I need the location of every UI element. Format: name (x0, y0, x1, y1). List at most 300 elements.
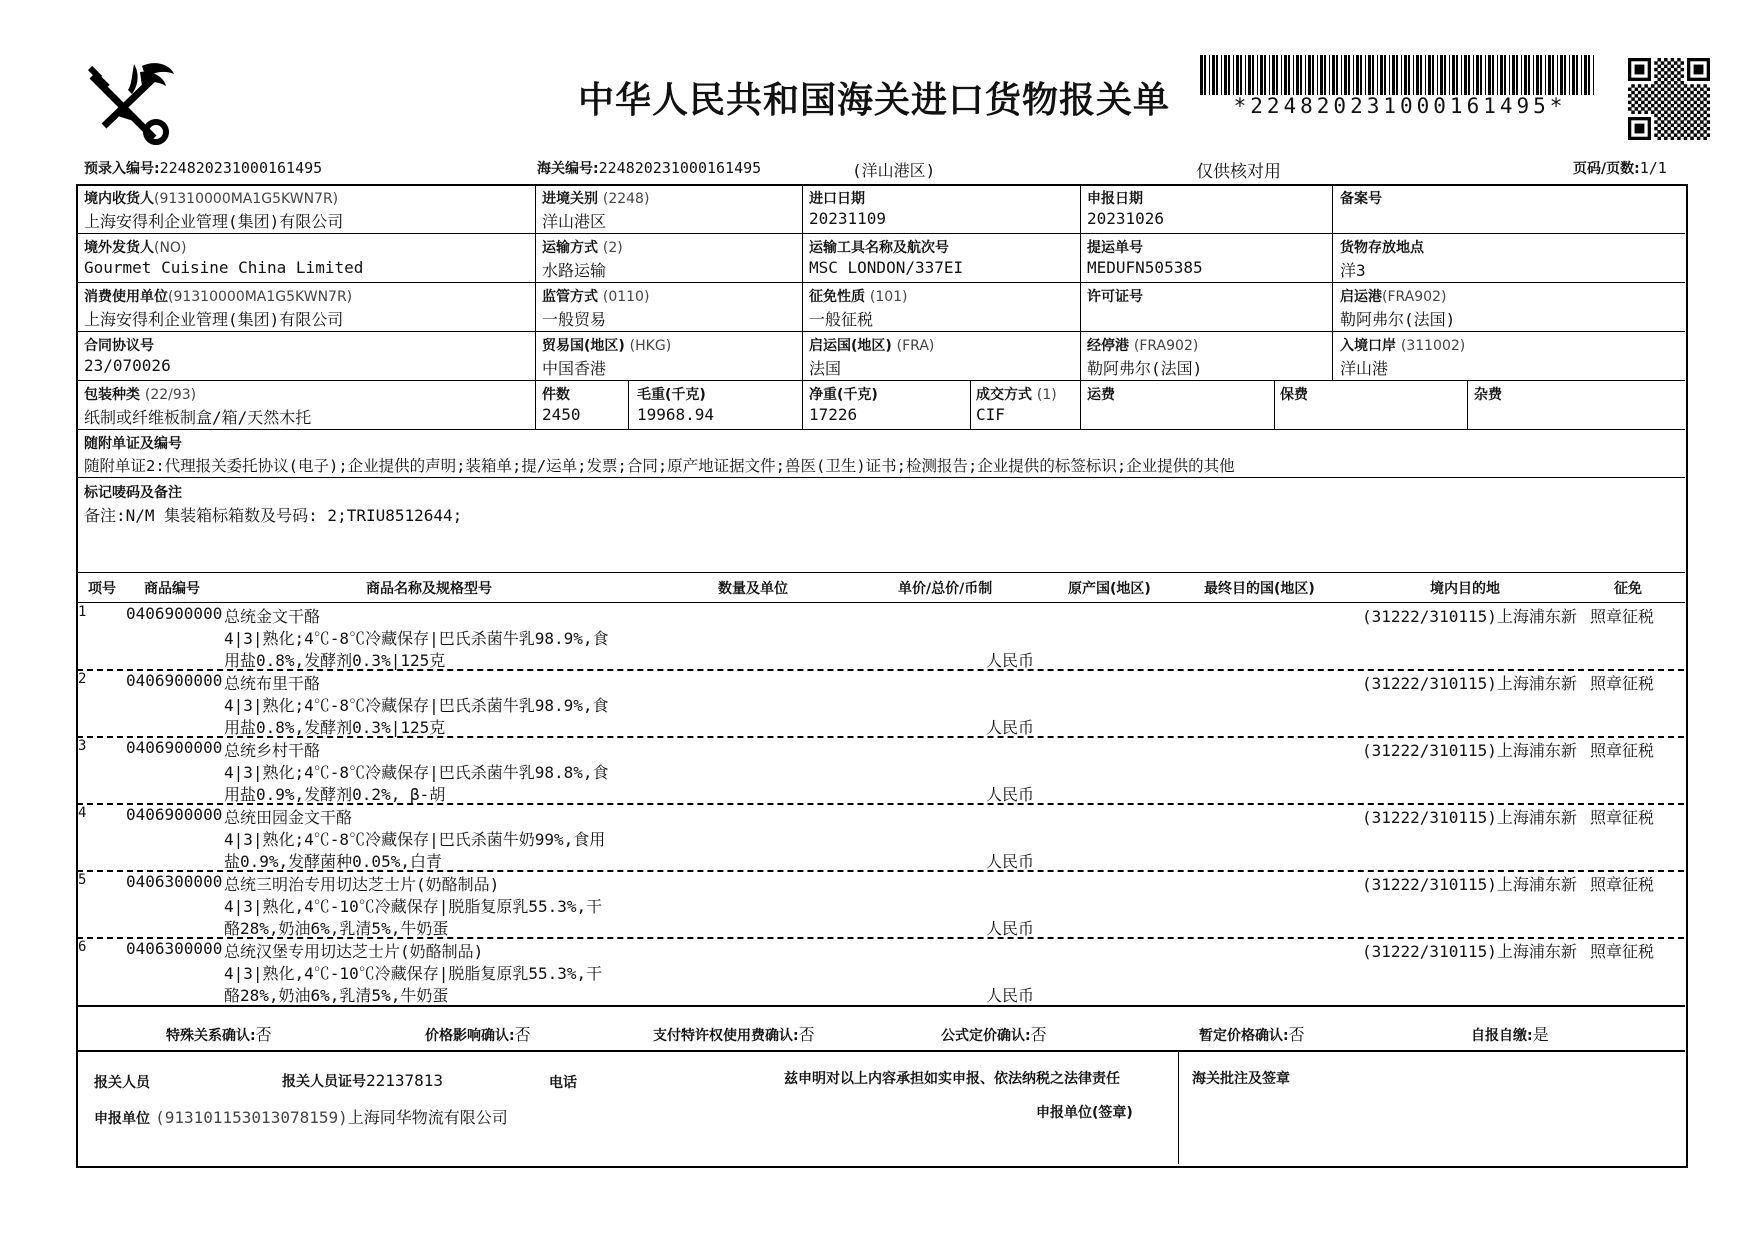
qr-module (1671, 84, 1674, 87)
qr-module (1638, 97, 1641, 100)
col-header-quantity: 数量及单位 (718, 581, 788, 597)
tax-method: 照章征税 (1590, 674, 1655, 693)
goods-spec-line1: 4|3|熟化;4℃-8℃冷藏保存|巴氏杀菌牛乳98.9%,食 (224, 629, 609, 648)
declare-unit-seal: 申报单位(签章) (1036, 1105, 1133, 1121)
qr-module (1661, 88, 1664, 91)
barcode-bar (1341, 55, 1342, 95)
qr-module (1654, 94, 1657, 97)
consignee-value: 上海安得利企业管理(集团)有限公司 (84, 212, 344, 231)
formula-price-confirm: 公式定价确认:否 (941, 1025, 1047, 1044)
col-header-domestic-dest: 境内目的地 (1430, 581, 1500, 597)
item-no: 4 (78, 805, 87, 821)
barcode-bar (1308, 55, 1311, 95)
goods-name: 总统田园金文干酪 (224, 808, 353, 827)
barcode-bar (1420, 55, 1422, 95)
transport-mode-value: 水路运输 (542, 261, 607, 280)
goods-spec-line2: 用盐0.8%,发酵剂0.3%|125克 (224, 718, 446, 737)
barcode-bar (1552, 55, 1554, 95)
package-value: 纸制或纤维板制盒/箱/天然木托 (84, 408, 312, 427)
qr-module (1628, 88, 1631, 91)
hs-code: 0406900000 (126, 805, 223, 824)
barcode-bar (1284, 55, 1287, 95)
transit-value: 勒阿弗尔(法国) (1087, 359, 1203, 378)
barcode-bar (1452, 55, 1455, 95)
net-weight-value: 17226 (809, 405, 858, 424)
qr-module (1664, 104, 1667, 107)
qr-module (1664, 130, 1667, 133)
barcode-text: *224820231000161495* (1233, 94, 1567, 118)
qr-module (1667, 101, 1670, 104)
qr-module (1703, 130, 1706, 133)
qr-module (1654, 81, 1657, 84)
barcode-bar (1365, 55, 1366, 95)
qr-module (1694, 101, 1697, 104)
supervision-value: 一般贸易 (542, 310, 607, 329)
qr-module (1690, 91, 1693, 94)
barcode-bar (1401, 55, 1402, 95)
qr-module (1667, 68, 1670, 71)
barcode-bar (1396, 55, 1398, 95)
qr-module (1707, 88, 1710, 91)
qr-module (1635, 101, 1638, 104)
barcode-bar (1380, 55, 1383, 95)
goods-name: 总统布里干酪 (224, 674, 321, 693)
consignee-label: 境内收货人(91310000MA1G5KWN7R) (84, 191, 339, 207)
qr-module (1690, 97, 1693, 100)
tax-method: 照章征税 (1590, 607, 1655, 626)
qr-module (1631, 84, 1634, 87)
barcode-bar (1272, 55, 1275, 95)
barcode-bar (1212, 55, 1215, 95)
barcode-bar (1509, 55, 1510, 95)
currency: 人民币 (986, 852, 1035, 871)
barcode-bar (1368, 55, 1371, 95)
customs-emblem-icon (84, 56, 176, 148)
barcode-bar (1593, 55, 1594, 95)
qr-module (1684, 137, 1687, 140)
royalty-confirm: 支付特许权使用费确认:否 (653, 1025, 815, 1044)
qr-module (1680, 120, 1683, 123)
qr-module (1694, 133, 1697, 136)
barcode-bar (1356, 55, 1359, 95)
goods-spec-line2: 用盐0.9%,发酵剂0.2%, β-胡 (224, 785, 446, 804)
customs-no-value: 224820231000161495 (598, 159, 762, 177)
customs-number (537, 158, 761, 178)
qr-module (1654, 114, 1657, 117)
barcode-bar (1344, 55, 1347, 95)
qr-module (1667, 94, 1670, 97)
tax-nature-value: 一般征税 (809, 310, 874, 329)
qr-module (1694, 127, 1697, 130)
goods-name: 总统乡村干酪 (224, 741, 321, 760)
port-area: (洋山港区) (852, 161, 936, 180)
hs-code: 0406900000 (126, 604, 223, 623)
barcode-bar (1228, 55, 1230, 95)
barcode-bar (1528, 55, 1530, 95)
barcode-bar (1557, 55, 1558, 95)
qr-module (1664, 84, 1667, 87)
barcode-bar (1257, 55, 1258, 95)
qr-module (1700, 120, 1703, 123)
qr-module (1661, 114, 1664, 117)
qr-module (1654, 61, 1657, 64)
barcode-bar (1437, 55, 1438, 95)
goods-spec-line2: 酪28%,奶油6%,乳清5%,牛奶蛋 (224, 919, 449, 938)
barcode-bar (1572, 55, 1575, 95)
barcode-bar (1384, 55, 1386, 95)
package-label: 包装种类 (22/93) (84, 387, 197, 403)
qr-module (1687, 88, 1690, 91)
barcode-bar (1293, 55, 1294, 95)
entry-port-value: 洋山港 (1340, 359, 1389, 378)
qr-module (1641, 107, 1644, 110)
qr-module (1707, 127, 1710, 130)
barcode-bar (1264, 55, 1266, 95)
hs-code: 0406300000 (126, 939, 223, 958)
qr-module (1667, 81, 1670, 84)
qr-module (1667, 127, 1670, 130)
insurance-label: 保费 (1280, 387, 1308, 403)
qr-module (1667, 114, 1670, 117)
deal-value: CIF (976, 405, 1005, 424)
barcode-bar (1236, 55, 1239, 95)
barcode-bar (1428, 55, 1431, 95)
barcode-bar (1224, 55, 1227, 95)
qr-module (1638, 84, 1641, 87)
provisional-price-confirm: 暂定价格确认:否 (1199, 1025, 1305, 1044)
barcode-bar (1240, 55, 1242, 95)
qr-module (1638, 91, 1641, 94)
pre-entry-value: 224820231000161495 (159, 159, 323, 177)
qr-module (1700, 94, 1703, 97)
deal-label: 成交方式 (1) (976, 387, 1057, 403)
qr-module (1664, 91, 1667, 94)
barcode-bar (1464, 55, 1467, 95)
qr-module (1654, 120, 1657, 123)
barcode-bar (1564, 55, 1566, 95)
barcode-bar (1200, 55, 1203, 95)
barcode-bar (1296, 55, 1299, 95)
qr-module (1687, 107, 1690, 110)
customs-no-label: 海关编号: (537, 161, 599, 177)
domestic-dest-line1: (31222/310115)上海浦东新 (1362, 942, 1577, 961)
qr-module (1687, 133, 1690, 136)
qr-module (1651, 104, 1654, 107)
qr-module (1680, 101, 1683, 104)
goods-spec-line1: 4|3|熟化,4℃-10℃冷藏保存|脱脂复原乳55.3%,干 (224, 964, 603, 983)
barcode-bar (1336, 55, 1338, 95)
item-no: 5 (78, 872, 87, 888)
barcode-bar (1476, 55, 1479, 95)
page-label: 页码/页数: (1573, 161, 1640, 177)
qr-module (1667, 61, 1670, 64)
barcode-bar (1569, 55, 1570, 95)
barcode-bar (1305, 55, 1306, 95)
qr-module (1631, 104, 1634, 107)
barcode-bar (1581, 55, 1582, 95)
qr-module (1654, 68, 1657, 71)
qr-module (1671, 71, 1674, 74)
qr-module (1697, 110, 1700, 113)
qr-module (1697, 117, 1700, 120)
qr-module (1654, 127, 1657, 130)
qr-module (1674, 74, 1677, 77)
qr-module (1677, 104, 1680, 107)
qr-module (1651, 84, 1654, 87)
trade-country-value: 中国香港 (542, 359, 607, 378)
qr-module (1697, 104, 1700, 107)
col-header-tax: 征免 (1614, 581, 1642, 597)
consumer-value: 上海安得利企业管理(集团)有限公司 (84, 310, 344, 329)
dep-port-label: 启运港(FRA902) (1340, 289, 1447, 305)
import-date-label: 进口日期 (809, 191, 865, 207)
declare-date-value: 20231026 (1087, 209, 1165, 228)
tax-method: 照章征税 (1590, 741, 1655, 760)
barcode-bar (1497, 55, 1498, 95)
qr-module (1687, 101, 1690, 104)
hs-code: 0406900000 (126, 738, 223, 757)
pre-entry-label: 预录入编号: (84, 161, 160, 177)
barcode-bar (1536, 55, 1539, 95)
qr-module (1703, 137, 1706, 140)
barcode-bar (1324, 55, 1326, 95)
transit-label: 经停港 (FRA902) (1087, 338, 1199, 354)
qr-module (1687, 127, 1690, 130)
barcode-bar (1353, 55, 1354, 95)
goods-spec-line1: 4|3|熟化;4℃-8℃冷藏保存|巴氏杀菌牛乳98.8%,食 (224, 763, 609, 782)
qr-module (1697, 130, 1700, 133)
goods-spec-line2: 盐0.9%,发酵菌种0.05%,白青 (224, 852, 442, 871)
qr-module (1654, 74, 1657, 77)
qr-module (1654, 88, 1657, 91)
qr-module (1680, 74, 1683, 77)
qr-module (1654, 133, 1657, 136)
qr-module (1635, 107, 1638, 110)
barcode-bar (1348, 55, 1350, 95)
qr-module (1648, 101, 1651, 104)
barcode-bar (1408, 55, 1410, 95)
qr-module (1651, 110, 1654, 113)
entry-customs-label: 进境关别 (2248) (542, 191, 650, 207)
qr-module (1661, 81, 1664, 84)
qr-module (1664, 137, 1667, 140)
qr-module (1703, 91, 1706, 94)
dep-country-label: 启运国(地区) (FRA) (809, 338, 935, 354)
goods-spec-line1: 4|3|熟化;4℃-8℃冷藏保存|巴氏杀菌牛奶99%,食用 (224, 830, 606, 849)
tax-method: 照章征税 (1590, 942, 1655, 961)
special-relation-confirm: 特殊关系确认:否 (166, 1025, 272, 1044)
vessel-label: 运输工具名称及航次号 (809, 240, 949, 256)
qr-module (1697, 91, 1700, 94)
dep-country-value: 法国 (809, 359, 842, 378)
barcode-bar (1377, 55, 1378, 95)
currency: 人民币 (986, 986, 1035, 1005)
barcode-bar (1425, 55, 1426, 95)
barcode-bar (1245, 55, 1246, 95)
qr-module (1644, 110, 1647, 113)
qr-module (1703, 124, 1706, 127)
barcode-bar (1260, 55, 1263, 95)
barcode-bar (1432, 55, 1434, 95)
col-header-price: 单价/总价/币制 (898, 581, 993, 597)
qr-module (1694, 114, 1697, 117)
price-influence-confirm: 价格影响确认:否 (425, 1025, 531, 1044)
page-value: 1/1 (1639, 159, 1667, 177)
qr-module (1674, 127, 1677, 130)
barcode-bar (1329, 55, 1330, 95)
qr-module (1690, 110, 1693, 113)
net-weight-label: 净重(千克) (809, 387, 878, 403)
qr-module (1697, 97, 1700, 100)
qr-module (1664, 124, 1667, 127)
qr-module (1674, 61, 1677, 64)
marks-label: 标记唛码及备注 (84, 485, 182, 501)
qr-module (1651, 97, 1654, 100)
barcode (1200, 55, 1600, 95)
barcode-bar (1416, 55, 1419, 95)
entry-customs-value: 洋山港区 (542, 212, 607, 231)
qr-module (1684, 104, 1687, 107)
qr-module (1658, 97, 1661, 100)
barcode-bar (1540, 55, 1542, 95)
currency: 人民币 (986, 919, 1035, 938)
barcode-bar (1392, 55, 1395, 95)
qr-module (1671, 97, 1674, 100)
entry-port-label: 入境口岸 (311002) (1340, 338, 1466, 354)
qr-module (1687, 114, 1690, 117)
qr-module (1648, 88, 1651, 91)
qr-module (1661, 68, 1664, 71)
verification-note: 仅供核对用 (1196, 162, 1281, 182)
barcode-bar (1533, 55, 1534, 95)
item-no: 2 (78, 671, 87, 687)
barcode-bar (1300, 55, 1302, 95)
qr-module (1671, 78, 1674, 81)
qr-module (1671, 91, 1674, 94)
qr-module (1680, 133, 1683, 136)
qr-module (1641, 101, 1644, 104)
qr-module (1671, 137, 1674, 140)
barcode-bar (1221, 55, 1222, 95)
pieces-value: 2450 (542, 405, 581, 424)
barcode-bar (1473, 55, 1474, 95)
qr-module (1677, 91, 1680, 94)
domestic-dest-line1: (31222/310115)上海浦东新 (1362, 607, 1577, 626)
goods-name: 总统汉堡专用切达芝士片(奶酪制品) (224, 942, 484, 961)
qr-module (1664, 71, 1667, 74)
qr-module (1651, 91, 1654, 94)
col-header-hs-code: 商品编号 (144, 581, 200, 597)
qr-module (1690, 104, 1693, 107)
qr-module (1641, 94, 1644, 97)
qr-module (1664, 78, 1667, 81)
qr-module (1700, 127, 1703, 130)
bl-label: 提运单号 (1087, 240, 1143, 256)
col-header-item-no: 项号 (88, 581, 116, 597)
qr-module (1644, 84, 1647, 87)
qr-module (1700, 107, 1703, 110)
barcode-bar (1468, 55, 1470, 95)
barcode-bar (1248, 55, 1251, 95)
qr-module (1677, 84, 1680, 87)
qr-module (1684, 91, 1687, 94)
qr-module (1638, 110, 1641, 113)
qr-module (1697, 84, 1700, 87)
qr-module (1700, 114, 1703, 117)
qr-module (1628, 94, 1631, 97)
barcode-bar (1521, 55, 1522, 95)
qr-module (1671, 117, 1674, 120)
qr-module (1658, 124, 1661, 127)
tax-method: 照章征税 (1590, 808, 1655, 827)
qr-module (1674, 107, 1677, 110)
misc-fee-label: 杂费 (1474, 387, 1502, 403)
barcode-bar (1372, 55, 1374, 95)
qr-module (1658, 84, 1661, 87)
storage-label: 货物存放地点 (1340, 240, 1424, 256)
qr-module (1664, 110, 1667, 113)
barcode-bar (1312, 55, 1314, 95)
currency: 人民币 (986, 651, 1035, 670)
declarant-label: 报关人员 (94, 1075, 150, 1091)
customs-sign-label: 海关批注及签章 (1192, 1071, 1290, 1087)
qr-module (1677, 130, 1680, 133)
declare-unit: 申报单位 (913101153013078159)上海同华物流有限公司 (94, 1108, 508, 1127)
qr-module (1700, 101, 1703, 104)
qr-module (1680, 68, 1683, 71)
col-header-final-dest: 最终目的国(地区) (1204, 581, 1315, 597)
barcode-bar (1288, 55, 1290, 95)
vessel-value: MSC LONDON/337EI (809, 258, 964, 277)
qr-module (1677, 137, 1680, 140)
barcode-bar (1504, 55, 1506, 95)
barcode-bar (1320, 55, 1323, 95)
barcode-bar (1252, 55, 1254, 95)
barcode-bar (1456, 55, 1458, 95)
qr-module (1694, 120, 1697, 123)
qr-module (1664, 97, 1667, 100)
qr-module (1674, 88, 1677, 91)
item-no: 3 (78, 738, 87, 754)
qr-module (1635, 94, 1638, 97)
qr-module (1661, 120, 1664, 123)
qr-module (1654, 107, 1657, 110)
qr-module (1703, 97, 1706, 100)
gross-weight-label: 毛重(千克) (637, 387, 706, 403)
qr-module (1674, 68, 1677, 71)
qr-finder (1694, 65, 1704, 75)
qr-module (1644, 91, 1647, 94)
qr-module (1684, 97, 1687, 100)
qr-module (1680, 88, 1683, 91)
domestic-dest-line1: (31222/310115)上海浦东新 (1362, 741, 1577, 760)
qr-module (1667, 107, 1670, 110)
barcode-bar (1516, 55, 1518, 95)
barcode-bar (1216, 55, 1218, 95)
barcode-bar (1588, 55, 1590, 95)
qr-module (1671, 130, 1674, 133)
barcode-bar (1276, 55, 1278, 95)
phone-label: 电话 (549, 1075, 577, 1091)
qr-module (1631, 91, 1634, 94)
qr-module (1674, 120, 1677, 123)
barcode-bar (1317, 55, 1318, 95)
qr-module (1684, 124, 1687, 127)
qr-module (1677, 58, 1680, 61)
barcode-bar (1332, 55, 1335, 95)
qr-module (1658, 117, 1661, 120)
qr-module (1648, 94, 1651, 97)
